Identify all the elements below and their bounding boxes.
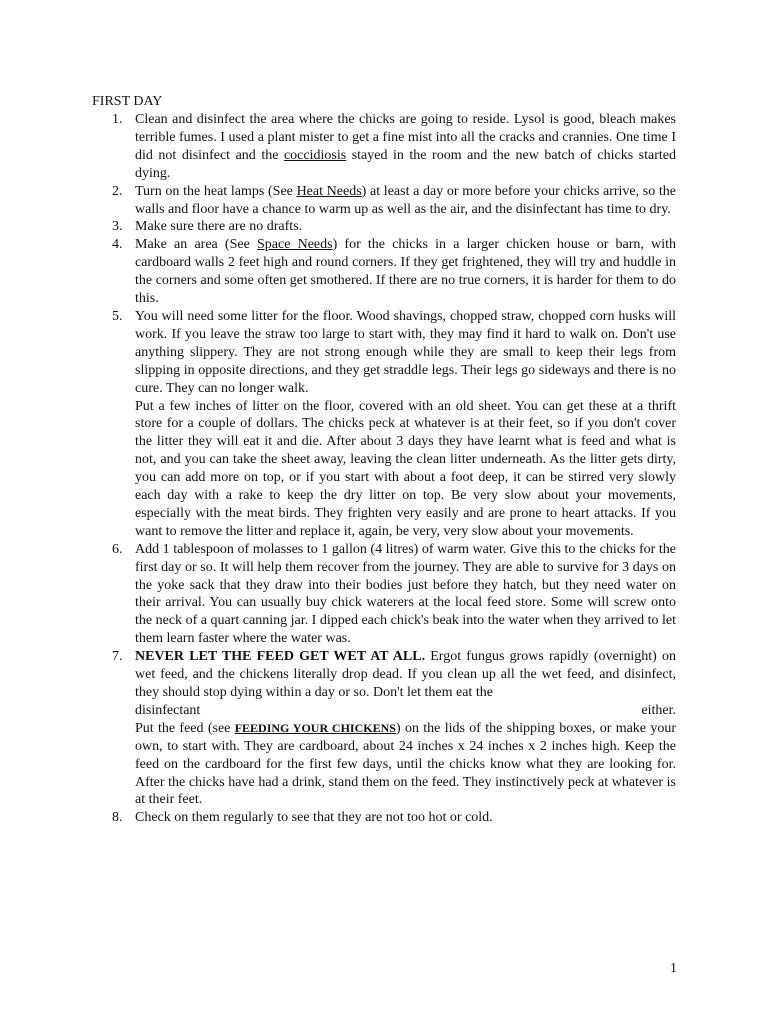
- item-text: Turn on the heat lamps (See: [135, 183, 297, 199]
- item-line: [135, 702, 676, 720]
- section-heading: FIRST DAY: [92, 94, 163, 109]
- feeding-your-chickens-link[interactable]: FEEDING YOUR CHICKENS: [234, 720, 396, 735]
- page-number: 1: [670, 961, 677, 976]
- coccidiosis-link[interactable]: coccidiosis: [283, 147, 347, 163]
- item-paragraph: Put a few inches of litter on the floor, covered with an old sheet. You can get these at a thrift store for a couple of dollars. The chicks peck at whatever is at their feet, so if you don't cover the litter they will eat it and die. After about 3 days they have learnt what is feed and what is not, and you can take the sheet away, leaving the clean litter underneath. As the litter gets dirty, you can add more on top, or if you start with about a foot deep, it can be stirred very slowly each day with a rake to keep the dry litter on top. Be very slow about your movements, especially with the meat birds. They frighten very easily and are prone to heart attacks. If you want to remove the litter and replace it, again, be very, very slow about your movements.: [135, 398, 676, 539]
- list-item-8: [112, 809, 676, 827]
- instructions-list: [112, 111, 677, 827]
- item-number: 1.: [112, 112, 123, 127]
- item-number: 7.: [112, 649, 123, 665]
- item-number: 6.: [112, 541, 123, 557]
- list-item-2: [112, 183, 677, 219]
- list-item-3: [112, 218, 676, 236]
- item-text: ) on the lids of the shipping boxes, or make your own, to start with. They are cardboard, about 24 inches x 24 inches x 2 inches high. Keep the feed on the cardboard for the first few days, until the chicks know what they are looking for. After the chicks have had a drink, stand them on the feed. They instinctively peck at whatever is at their feet.: [135, 720, 676, 808]
- item-word: disinfectant: [135, 702, 201, 718]
- item-number: 3.: [112, 219, 123, 235]
- item-text: Clean and disinfect the area where the chicks are going to reside. Lysol is good, bleach makes terrible fumes. I used a plant mister to get a fine mist into all the cracks and crannies. One time I did not disinfect and the: [135, 112, 676, 163]
- item-number: 4.: [112, 237, 123, 253]
- list-item-4: [112, 236, 676, 308]
- item-paragraph: You will need some litter for the floor. Wood shavings, chopped straw, chopped corn husks will work. If you leave the straw too large to start with, they may find it hard to walk on. Don't use anything slippery. They are not strong enough while they are small to keep their legs from slipping in opposite directions, and they get straddle legs. Their legs go sideways and there is no cure. They can no longer walk.: [135, 308, 676, 396]
- list-item-1: [112, 111, 676, 183]
- item-number: 2.: [112, 183, 123, 199]
- item-text: Make an area (See: [135, 237, 257, 253]
- list-item-5: [112, 308, 676, 541]
- item-number: 5.: [112, 308, 123, 324]
- item-text: Make sure there are no drafts.: [135, 219, 303, 235]
- item-text: stayed in the room and the new batch of chicks started dying.: [135, 147, 676, 181]
- item-text: Ergot fungus grows rapidly (overnight) on wet feed, and the chickens literally drop dead. If you clean up all the wet feed, and disinfect, they should stop dying within a day or so. Don't let them eat the: [135, 649, 676, 700]
- item-number: 8.: [112, 810, 123, 826]
- item-text: ) at least a day or more before your chicks arrive, so the walls and floor have a chance to warm up as well as the air, and the disinfectant has time to dry.: [135, 183, 677, 217]
- item-word: either.: [641, 702, 676, 718]
- warning-text: NEVER LET THE FEED GET WET AT ALL.: [135, 649, 426, 665]
- item-text: Put the feed (see: [135, 720, 235, 736]
- item-text: ) for the chicks in a larger chicken house or barn, with cardboard walls 2 feet high and round corners. If they get frightened, they will try and huddle in the corners and some often get smothered. If there are no true corners, it is harder for them to do this.: [135, 237, 676, 307]
- item-text: Check on them regularly to see that they are not too hot or cold.: [135, 810, 493, 826]
- item-paragraph: [135, 648, 676, 702]
- list-item-7: [112, 648, 676, 809]
- heat-needs-link[interactable]: Heat Needs: [296, 183, 362, 199]
- space-needs-link[interactable]: Space Needs: [256, 237, 333, 253]
- item-text: Add 1 tablespoon of molasses to 1 gallon (4 litres) of warm water. Give this to the chicks for the first day or so. It will help them recover from the journey. They are able to survive for 3 days on the yoke sack that they draw into their bodies just before they hatch, but they need water on their arrival. You can usually buy chick waterers at the local feed store. Some will screw onto the neck of a quart canning jar. I dipped each chick's beak into the water when they arrived to let them learn faster where the water was.: [135, 541, 676, 647]
- item-paragraph: [135, 720, 676, 810]
- list-item-6: [112, 541, 676, 648]
